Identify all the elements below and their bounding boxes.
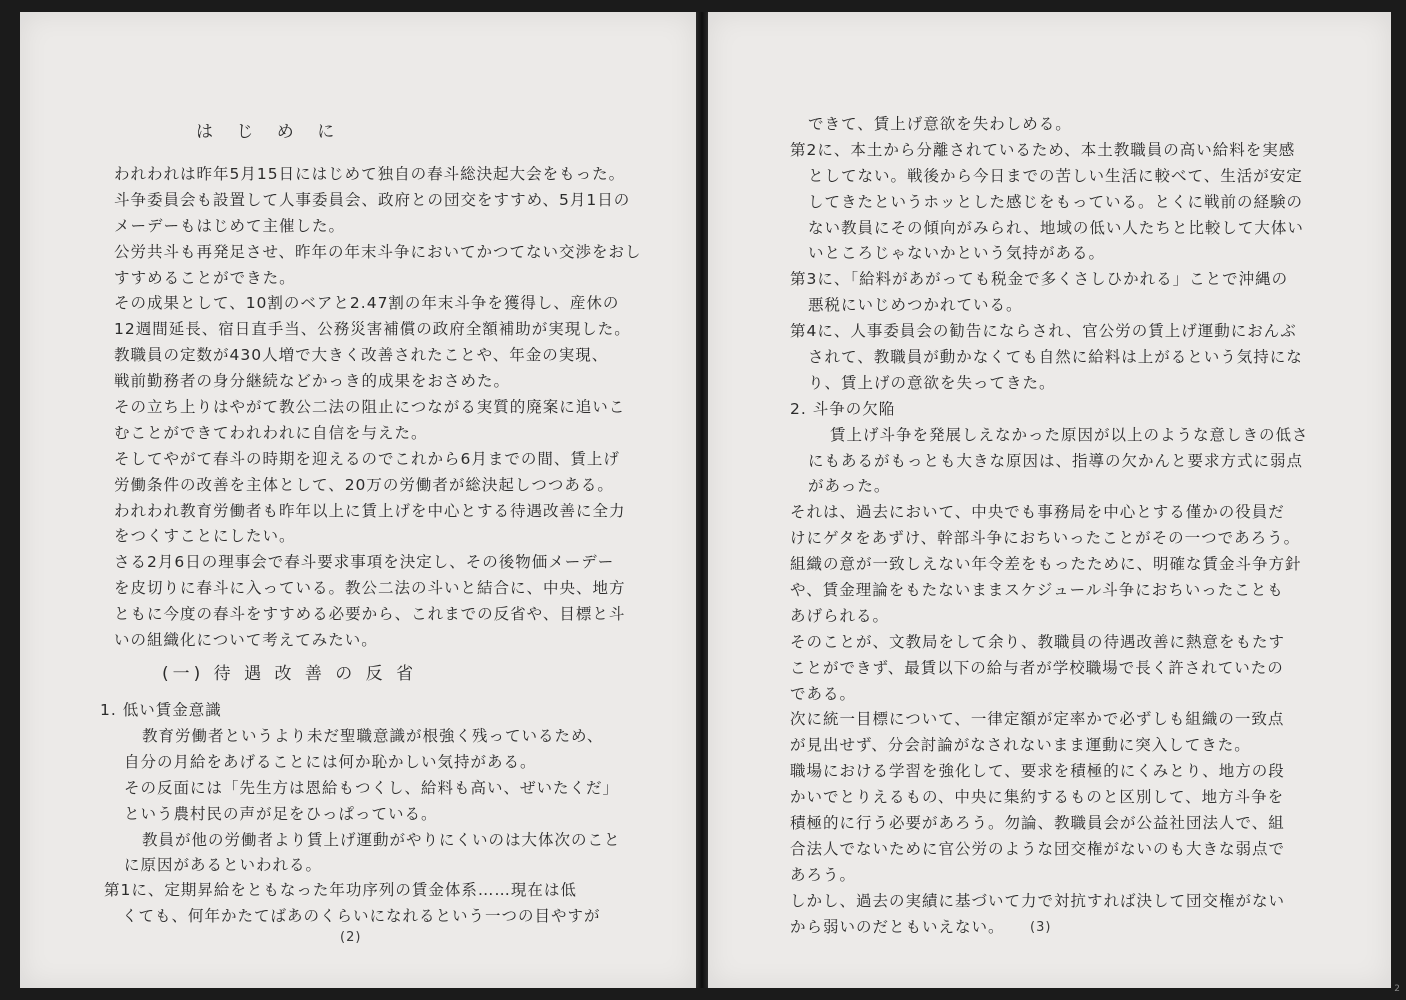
text-line: が見出せず、分会討論がなされないまま運動に突入してきた。 [790, 736, 1251, 755]
text-line: 12週間延長、宿日直手当、公務災害補償の政府全額補助が実現した。 [114, 320, 631, 339]
text-line: としてない。戦後から今日までの苦しい生活に較べて、生活が安定 [808, 166, 1303, 185]
text-line: 積極的に行う必要があろう。勿論、教職員会が公益社団法人で、組 [790, 814, 1285, 833]
text-line: あげられる。 [790, 606, 890, 625]
text-line: メーデーもはじめて主催した。 [114, 216, 346, 235]
text-line: 労働条件の改善を主体として、20万の労働者が総決起しつつある。 [114, 475, 614, 494]
text-line: してきたというホッとした感じをもっている。とくに戦前の経験の [808, 192, 1304, 211]
text-line: ことができず、最賃以下の給与者が学校職場で長く許されていたの [790, 658, 1284, 677]
subsection-title: 1. 低い賃金意識 [100, 701, 222, 719]
text-line: 賃上げ斗争を発展しえなかった原因が以上のような意しきの低さ [830, 425, 1309, 444]
text-line: かいでとりえるもの、中央に集約するものと区別して、地方斗争を [790, 788, 1285, 807]
text-line: 2. 斗争の欠陥 [790, 399, 896, 418]
text-line: という農村民の声が足をひっぱっている。 [124, 804, 438, 823]
text-line: 教職員の定数が430人増で大きく改善されたことや、年金の実現、 [114, 346, 609, 365]
text-line: くても、何年かたてばあのくらいになれるという一つの目やすが [122, 906, 601, 925]
text-line: その反面には「先生方は恩給もつくし、給料も高い、ぜいたくだ」 [124, 778, 620, 797]
text-line: 自分の月給をあげることには何か恥かしい気持がある。 [124, 752, 537, 771]
text-line: さる2月6日の理事会で春斗要求事項を決定し、その後物価メーデー [114, 553, 615, 572]
text-line: である。 [790, 684, 857, 703]
text-line: 悪税にいじめつかれている。 [808, 296, 1023, 315]
text-line: があった。 [808, 477, 891, 496]
text-line: けにゲタをあずけ、幹部斗争におちいったことがその一つであろう。 [790, 529, 1301, 548]
corner-mark: 2 [1394, 984, 1400, 994]
text-line: 合法人でないために官公労のような団交権がないのも大きな弱点で [790, 839, 1286, 858]
item-paragraph [104, 878, 601, 930]
text-line: その立ち上りはやがて教公二法の阻止につながる実質的廃案に追いこ [114, 398, 626, 417]
right-page [708, 12, 1391, 988]
text-line: 教員が他の労働者より賃上げ運動がやりにくいのは大体次のこと [142, 830, 621, 849]
text-line: 教育労働者というより未だ聖職意識が根強く残っているため、 [142, 727, 604, 745]
text-line: 第2に、本土から分離されているため、本土教職員の高い給料を実感 [790, 140, 1296, 159]
text-line: あろう。 [790, 865, 857, 884]
text-line: から弱いのだともいえない。 [790, 917, 1005, 936]
text-line: にもあるがもっとも大きな原因は、指導の欠かんと要求方式に弱点 [808, 451, 1304, 470]
text-line: 第1に、定期昇給をともなった年功序列の賃金体系……現在は低 [104, 881, 577, 899]
text-line: そのことが、文教局をして余り、教職員の待遇改善に熱意をもたす [790, 632, 1286, 651]
text-line: できて、賃上げ意欲を失わしめる。 [808, 115, 1072, 133]
text-line: や、賃金理論をもたないままスケジュール斗争におちいったことも [790, 581, 1284, 600]
page-number: (3) [1030, 920, 1052, 935]
text-line: をつくすことにしたい。 [114, 527, 296, 546]
text-line: り、賃上げの意欲を失ってきた。 [808, 373, 1056, 392]
right-text [790, 112, 1309, 941]
text-line: 第4に、人事委員会の勧告にならされ、官公労の賃上げ運動におんぶ [790, 322, 1297, 341]
intro-paragraph [114, 162, 642, 654]
text-line: 斗争委員会も設置して人事委員会、政府との団交をすすめ、5月1日の [114, 190, 631, 209]
text-line: その成果として、10割のベアと2.47割の年末斗争を獲得し、産休の [114, 294, 620, 313]
text-line: を皮切りに春斗に入っている。教公二法の斗いと結合に、中央、地方 [114, 579, 626, 598]
text-line: ともに今度の春斗をすすめる必要から、これまでの反省や、目標と斗 [114, 605, 626, 624]
book-gutter [696, 12, 708, 988]
page-title: は じ め に [196, 122, 344, 142]
text-line: それは、過去において、中央でも事務局を中心とする僅かの役員だ [790, 503, 1285, 522]
text-line: われわれは昨年5月15日にはじめて独自の春斗総決起大会をもった。 [114, 165, 626, 183]
text-line: 公労共斗も再発足させ、昨年の年末斗争においてかつてない交渉をおし [114, 242, 642, 261]
text-line: すすめることができた。 [114, 268, 296, 287]
text-line: いところじゃないかという気持がある。 [808, 244, 1106, 263]
text-line: 次に統一目標について、一律定額が定率かで必ずしも組織の一致点 [790, 710, 1285, 729]
text-line: 戦前勤務者の身分継続などかっき的成果をおさめた。 [114, 372, 511, 391]
text-line: ない教員にその傾向がみられ、地域の低い人たちと比較して大体い [808, 218, 1304, 237]
text-line: いの組織化について考えてみたい。 [114, 631, 378, 650]
text-line: されて、教職員が動かなくても自然に給料は上がるという気持にな [808, 348, 1303, 367]
section-title: (一) 待 遇 改 善 の 反 省 [162, 664, 418, 684]
page-number: (2) [340, 930, 362, 945]
text-line: むことができてわれわれに自信を与えた。 [114, 423, 428, 442]
body-paragraph [124, 724, 621, 879]
text-line: われわれ教育労働者も昨年以上に賃上げを中心とする待遇改善に全力 [114, 501, 626, 520]
text-line: 職場における学習を強化して、要求を積極的にくみとり、地方の段 [790, 762, 1285, 781]
text-line: 第3に、「給料があがっても税金で多くさしひかれる」ことで沖縄の [790, 270, 1289, 289]
text-line: 組織の意が一致しえない年令差をもったために、明確な賃金斗争方針 [790, 555, 1302, 574]
text-line: に原因があるといわれる。 [124, 856, 323, 875]
left-page [20, 12, 696, 988]
text-line: そしてやがて春斗の時期を迎えるのでこれから6月までの間、賃上げ [114, 449, 620, 468]
text-line: しかし、過去の実績に基づいて力で対抗すれば決して団交権がない [790, 891, 1286, 910]
